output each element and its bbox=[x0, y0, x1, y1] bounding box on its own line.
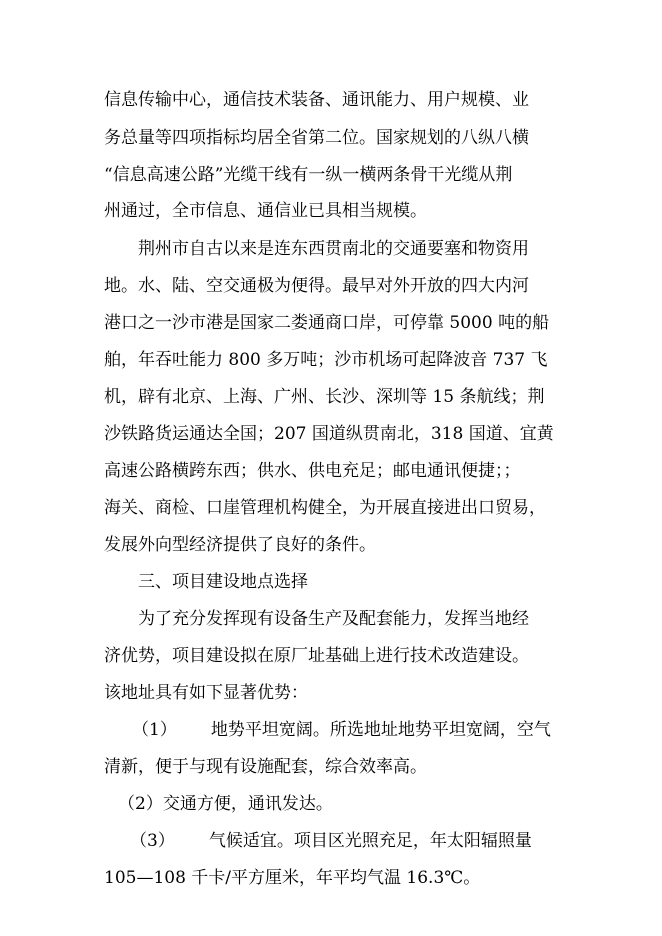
paragraph-line: 信息传输中心，通信技术装备、通讯能力、用户规模、业 bbox=[104, 90, 529, 110]
list-item-line: 清新，便于与现有设施配套，综合效率高。 bbox=[104, 757, 427, 777]
list-item-text: 气候适宜。项目区光照充足，年太阳辐照量 bbox=[208, 831, 532, 851]
list-item bbox=[130, 830, 590, 852]
paragraph-line: 荆州市自古以来是连东西贯南北的交通要塞和物资用 bbox=[138, 239, 529, 259]
paragraph-line: “信息高速公路”光缆干线有一纵一横两条骨干光缆从荆 bbox=[104, 165, 513, 185]
list-item-text: 交通方便，通讯发达。 bbox=[162, 794, 333, 814]
list-item-marker: （2） bbox=[118, 794, 163, 814]
paragraph-line: 发展外向型经济提供了良好的条件。 bbox=[104, 535, 376, 555]
section-heading: 三、项目建设地点选择 bbox=[138, 572, 308, 592]
paragraph-line: 为了充分发挥现有设备生产及配套能力，发挥当地经 bbox=[138, 609, 529, 629]
list-item-marker: （3） bbox=[130, 831, 175, 851]
list-item-line: 105—108 千卡/平方厘米，年平均气温 16.3℃。 bbox=[104, 868, 481, 888]
paragraph-line: 机，辟有北京、上海、广州、长沙、深圳等 15 条航线；荆 bbox=[104, 387, 545, 407]
list-item bbox=[118, 793, 578, 815]
paragraph-line: 该地址具有如下显著优势： bbox=[104, 683, 308, 703]
paragraph-line: 海关、商检、口崖管理机构健全，为开展直接进出口贸易， bbox=[104, 498, 546, 518]
paragraph-line: 沙铁路货运通达全国；207 国道纵贯南北，318 国道、宜黄 bbox=[104, 424, 554, 444]
list-item-marker: （1） bbox=[132, 720, 177, 740]
list-item-text: 地势平坦宽阔。所选地址地势平坦宽阔，空气 bbox=[210, 720, 551, 740]
paragraph-line: 济优势，项目建设拟在原厂址基础上进行技术改造建设。 bbox=[104, 646, 529, 666]
paragraph-line: 舶，年吞吐能力 800 多万吨；沙市机场可起降波音 737 飞 bbox=[104, 350, 548, 370]
paragraph-line: 务总量等四项指标均居全省第二位。国家规划的八纵八横 bbox=[104, 128, 529, 148]
paragraph-line: 港口之一沙市港是国家二娄通商口岸，可停靠 5000 吨的船 bbox=[104, 313, 550, 333]
list-item bbox=[132, 719, 592, 741]
paragraph-line: 地。水、陆、空交通极为便得。最早对外开放的四大内河 bbox=[104, 276, 529, 296]
paragraph-line: 州通过，全市信息、通信业已具相当规模。 bbox=[104, 201, 427, 221]
paragraph-line: 高速公路横跨东西；供水、供电充足；邮电通讯便捷；； bbox=[104, 461, 521, 481]
